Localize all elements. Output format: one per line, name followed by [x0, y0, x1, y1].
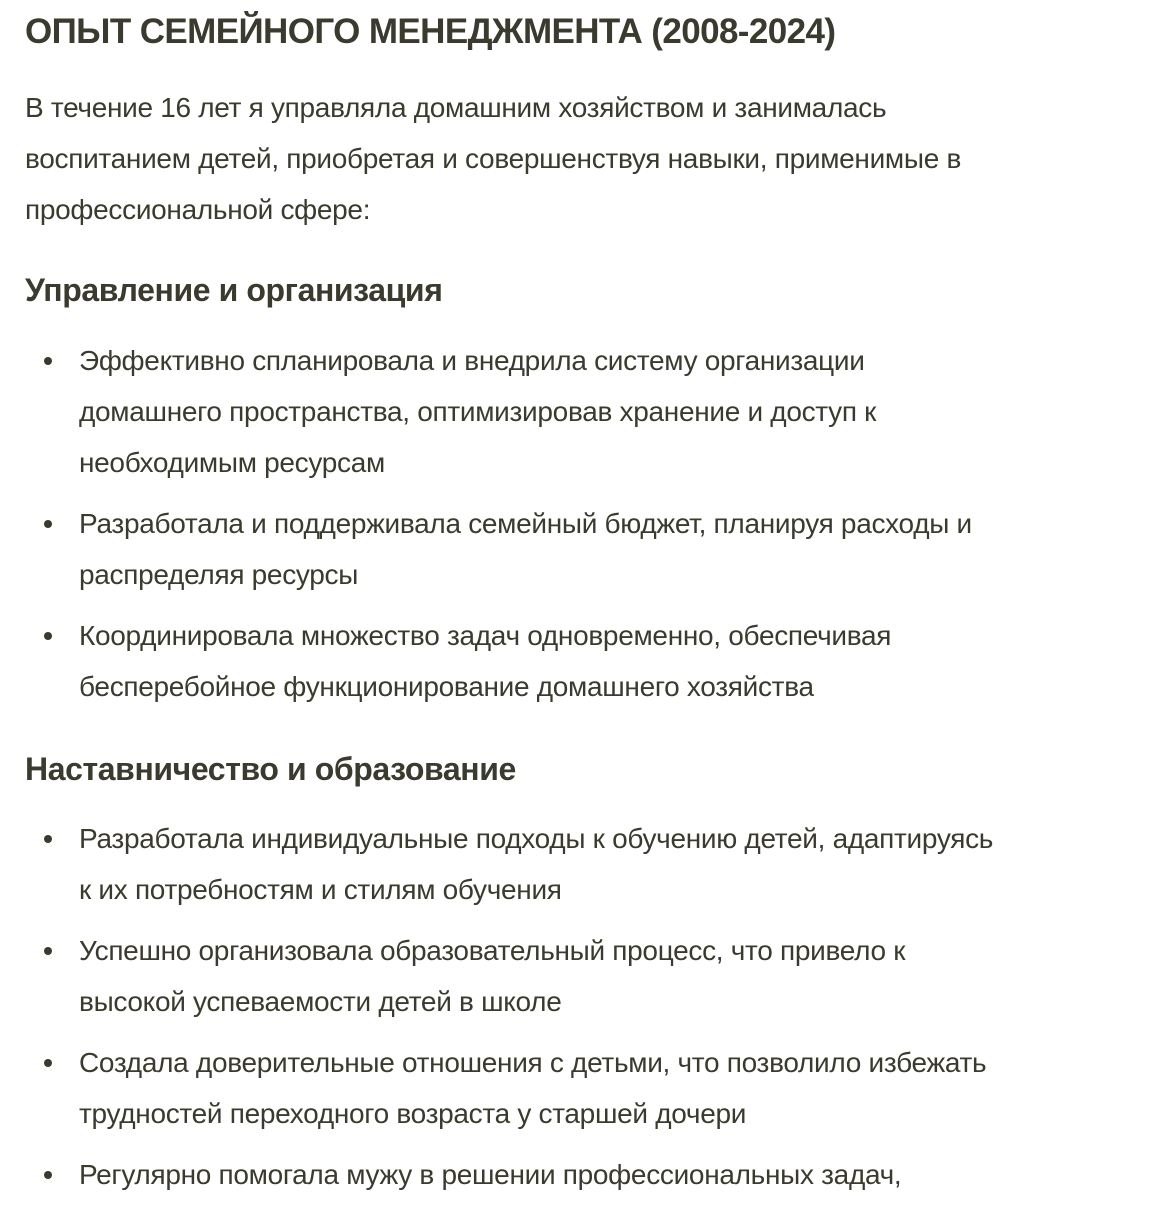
page-title: ОПЫТ СЕМЕЙНОГО МЕНЕДЖМЕНТА (2008-2024) — [25, 12, 836, 51]
list-item — [25, 925, 993, 1027]
list-item-line: Координировала множество задач одновременно, обеспечивая — [79, 620, 892, 651]
list-item-line: Разработала индивидуальные подходы к обучению детей, адаптируясь — [79, 823, 994, 854]
section-heading-management: Управление и организация — [25, 272, 443, 308]
section-heading-mentoring: Наставничество и образование — [25, 751, 516, 787]
list-item-line: Создала доверительные отношения с детьми, что позволило избежать — [79, 1047, 987, 1078]
intro-line: В течение 16 лет я управляла домашним хозяйством и занималась — [25, 92, 887, 123]
mentoring-list — [25, 813, 993, 1210]
list-item — [25, 610, 972, 712]
list-item-line: Регулярно помогала мужу в решении профессиональных задач, — [79, 1159, 902, 1190]
list-item — [25, 335, 972, 488]
intro-line: воспитанием детей, приобретая и совершенствуя навыки, применимые в — [25, 143, 962, 174]
list-item — [25, 813, 993, 915]
list-item — [25, 1149, 993, 1200]
list-item-line: распределяя ресурсы — [79, 559, 359, 590]
list-item-line: Успешно организовала образовательный процесс, что привело к — [79, 935, 906, 966]
list-item-line: необходимым ресурсам — [79, 447, 385, 478]
list-item-line: к их потребностям и стилям обучения — [79, 874, 562, 905]
list-item-line: высокой успеваемости детей в школе — [79, 986, 562, 1017]
list-item-line: Разработала и поддерживала семейный бюджет, планируя расходы и — [79, 508, 972, 539]
intro-line: профессиональной сфере: — [25, 194, 371, 225]
list-item — [25, 498, 972, 600]
list-item-line: трудностей переходного возраста у старшей дочери — [79, 1098, 747, 1129]
list-item-line: домашнего пространства, оптимизировав хранение и доступ к — [79, 396, 877, 427]
list-item-line: бесперебойное функционирование домашнего хозяйства — [79, 671, 814, 702]
management-list — [25, 335, 972, 722]
list-item-line: Эффективно спланировала и внедрила систему организации — [79, 345, 865, 376]
intro-paragraph — [25, 82, 961, 235]
list-item — [25, 1037, 993, 1139]
